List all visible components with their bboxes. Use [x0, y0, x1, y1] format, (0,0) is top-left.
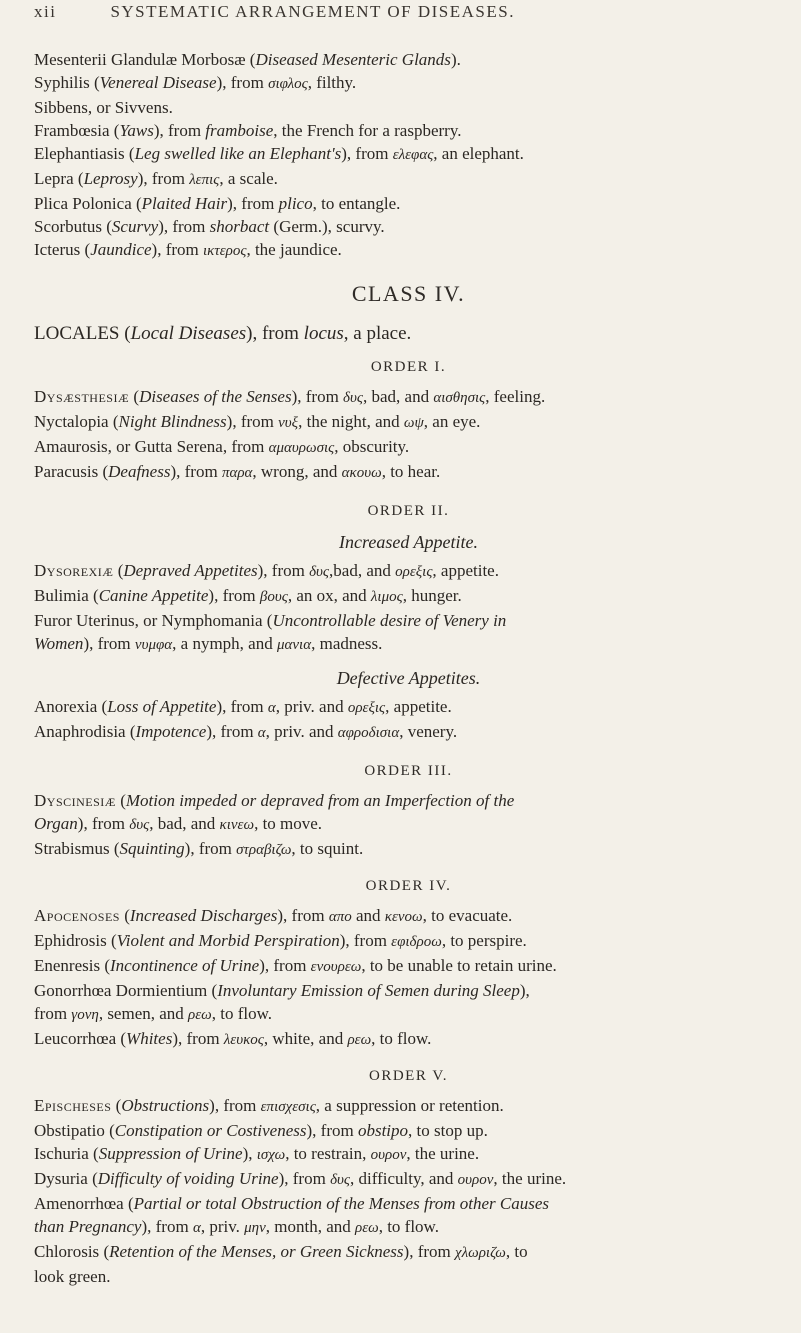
order5-line: Amenorrhœa (Partial or total Obstruction of the Menses from other Causes [34, 1194, 550, 1213]
entry-plica: Plica Polonica (Plaited Hair), from plico, to entangle. [34, 194, 401, 213]
order5-line: Epischeses (Obstructions), from επισχεσις, a suppression or retention. [34, 1096, 504, 1115]
page-number: xii [34, 2, 57, 21]
order-heading-5: ORDER V. [369, 1068, 448, 1084]
order-heading-1: ORDER I. [370, 359, 447, 375]
order-heading-3: ORDER III. [364, 763, 453, 779]
order5-line: Chlorosis (Retention of the Menses, or Green Sickness), from χλωριζω, to [34, 1242, 528, 1261]
entry-scorbutus: Scorbutus (Scurvy), from shorbact (Germ.), scurvy. [34, 217, 385, 236]
entry-elephantiasis: Elephantiasis (Leg swelled like an Elephant's), from ελεφας, an elephant. [34, 144, 524, 163]
order5-line: than Pregnancy), from α, priv. μην, month, and ρεω, to flow. [34, 1217, 439, 1236]
class-locales-line: LOCALES (Local Diseases), from locus, a place. [34, 323, 412, 344]
order3-line: Dyscinesiæ (Motion impeded or depraved from an Imperfection of the [34, 791, 515, 810]
order4-line: Enenresis (Incontinence of Urine), from ενουρεω, to be unable to retain urine. [34, 956, 557, 975]
order-heading-2: ORDER II. [367, 503, 450, 519]
order3-line: Strabismus (Squinting), from στραβιζω, to squint. [34, 839, 364, 858]
order2-line: Bulimia (Canine Appetite), from βους, an ox, and λιμος, hunger. [34, 586, 462, 605]
entry-syphilis: Syphilis (Venereal Disease), from σιφλος, filthy. [34, 73, 357, 92]
order5-line: look green. [34, 1267, 111, 1286]
order1-line: Paracusis (Deafness), from παρα, wrong, and ακουω, to hear. [34, 462, 441, 481]
order5-line: Dysuria (Difficulty of voiding Urine), from δυς, difficulty, and ουρον, the urine. [34, 1169, 567, 1188]
order2-line: Furor Uterinus, or Nymphomania (Uncontrollable desire of Venery in [34, 611, 507, 630]
running-head [34, 2, 781, 22]
order1-line: Dysæsthesiæ (Diseases of the Senses), from δυς, bad, and αισθησις, feeling. [34, 387, 546, 406]
subheading-increased: Increased Appetite. [339, 532, 478, 552]
order2-line: Anorexia (Loss of Appetite), from α, priv. and ορεξις, appetite. [34, 697, 452, 716]
entry-mesenterii: Mesenterii Glandulæ Morbosæ (Diseased Mesenteric Glands). [34, 50, 461, 69]
order5-line: Ischuria (Suppression of Urine), ισχω, to restrain, ουρον, the urine. [34, 1144, 480, 1163]
order1-line: Amaurosis, or Gutta Serena, from αμαυρωσις, obscurity. [34, 437, 410, 456]
order4-line: Gonorrhœa Dormientium (Involuntary Emission of Semen during Sleep), [34, 981, 530, 1000]
order4-line: Ephidrosis (Violent and Morbid Perspiration), from εφιδροω, to perspire. [34, 931, 527, 950]
entry-sibbens: Sibbens, or Sivvens. [34, 98, 173, 117]
order2-line: Women), from νυμφα, a nymph, and μανια, madness. [34, 634, 383, 653]
order5-line: Obstipatio (Constipation or Costiveness), from obstipo, to stop up. [34, 1121, 488, 1140]
entry-lepra: Lepra (Leprosy), from λεπις, a scale. [34, 169, 278, 188]
entry-icterus: Icterus (Jaundice), from ικτερος, the jaundice. [34, 240, 342, 259]
entry-frambaesia: Frambœsia (Yaws), from framboise, the French for a raspberry. [34, 121, 462, 140]
running-title: SYSTEMATIC ARRANGEMENT OF DISEASES. [110, 2, 515, 21]
order2-line: Dysorexiæ (Depraved Appetites), from δυς,bad, and ορεξις, appetite. [34, 561, 499, 580]
order2-line: Anaphrodisia (Impotence), from α, priv. and αφροδισια, venery. [34, 722, 458, 741]
order3-line: Organ), from δυς, bad, and κινεω, to move. [34, 814, 323, 833]
page-content [34, 48, 783, 1288]
order4-line: Leucorrhœa (Whites), from λευκος, white, and ρεω, to flow. [34, 1029, 432, 1048]
order-heading-4: ORDER IV. [365, 878, 452, 894]
order4-line: Apocenoses (Increased Discharges), from απο and κενοω, to evacuate. [34, 906, 513, 925]
order1-line: Nyctalopia (Night Blindness), from νυξ, the night, and ωψ, an eye. [34, 412, 481, 431]
order4-line: from γονη, semen, and ρεω, to flow. [34, 1004, 273, 1023]
class-heading: CLASS IV. [351, 281, 466, 306]
subheading-defective: Defective Appetites. [336, 668, 481, 688]
